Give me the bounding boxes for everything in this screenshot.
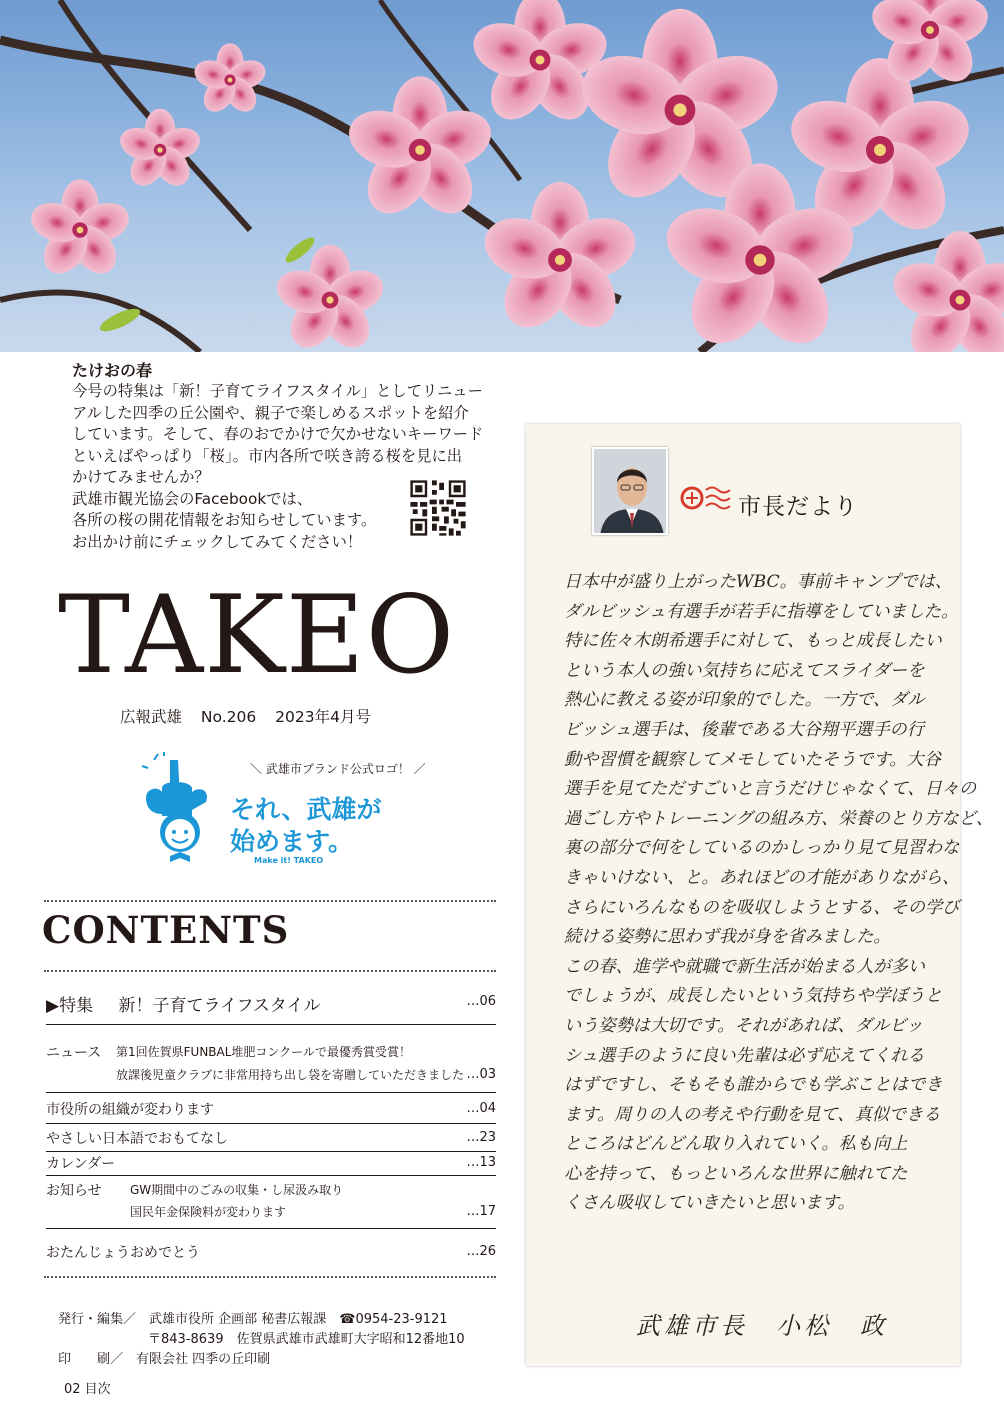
issue-info: 広報武雄 No.206 2023年4月号 bbox=[120, 708, 371, 726]
intro-line: 今号の特集は「新！子育てライフスタイル」としてリニュー bbox=[72, 382, 483, 400]
letter-line: 心を持って、もっといろんな世界に触れてた bbox=[564, 1163, 908, 1184]
brand-slogan-line1: それ、武雄が bbox=[230, 795, 382, 824]
postmark-icon bbox=[676, 478, 732, 524]
toc-feature[interactable] bbox=[46, 991, 496, 1016]
toc-rule bbox=[46, 1228, 496, 1229]
intro-title: たけおの春 bbox=[72, 361, 153, 380]
toc-news-item: 第1回佐賀県FUNBAL堆肥コンクールで最優秀賞受賞！ bbox=[116, 1045, 411, 1059]
intro-line: かけてみませんか？ bbox=[72, 468, 210, 486]
brand-slogan-line2: 始めます。 bbox=[230, 827, 354, 856]
toc-notice[interactable] bbox=[46, 1180, 496, 1224]
toc-news-item: 放課後児童クラブに非常用持ち出し袋を寄贈していただきました bbox=[116, 1068, 465, 1082]
letter-line: くさん吸収していきたいと思います。 bbox=[564, 1193, 855, 1214]
letter-line: さらにいろんなものを吸収しようとする、その学び bbox=[564, 897, 960, 918]
footer-printer: 印 刷／ 有限会社 四季の丘印刷 bbox=[58, 1352, 271, 1367]
toc-notice-item: 国民年金保険料が変わります bbox=[130, 1205, 287, 1219]
cherry-blossom-illustration bbox=[0, 0, 1004, 352]
letter-line: きゃいけない、と。あれほどの才能がありながら、 bbox=[564, 867, 960, 888]
divider bbox=[44, 1276, 496, 1278]
letter-line: シュ選手のように良い先輩は必ず応えてくれる bbox=[564, 1045, 925, 1066]
letter-line: 裏の部分で何をしているのかしっかり見て見習わな bbox=[564, 838, 960, 859]
divider bbox=[44, 900, 496, 902]
brand-tagline: ＼ 武雄市ブランド公式ロゴ！ ／ bbox=[250, 762, 426, 776]
intro-line: お出かけ前にチェックしてみてください！ bbox=[72, 532, 363, 551]
letter-line: 特に佐々木朗希選手に対して、もっと成長したい bbox=[564, 631, 942, 652]
toc-feature-title: 新！子育てライフスタイル bbox=[118, 996, 321, 1016]
toc-row-title: 市役所の組織が変わります bbox=[46, 1102, 214, 1118]
letter-line: 続ける姿勢に思わず我が身を省みました。 bbox=[564, 927, 891, 948]
letter-signature: 武雄市長 小松 政 bbox=[636, 1312, 888, 1340]
toc-rule bbox=[46, 1123, 496, 1124]
letter-line: 熱心に教える姿が印象的でした。一方で、ダル bbox=[564, 690, 925, 711]
letter-line: この春、進学や就職で新生活が始まる人が多い bbox=[564, 956, 925, 977]
intro-line: しています。そして、春のおでかけで欠かせないキーワード bbox=[72, 425, 484, 443]
page-number: 02 目次 bbox=[64, 1382, 111, 1397]
toc-notice-label: お知らせ bbox=[46, 1183, 102, 1199]
intro-line: 武雄市観光協会のFacebookでは、 bbox=[72, 489, 313, 508]
letter-line: ビッシュ選手は、後輩である大谷翔平選手の行 bbox=[564, 719, 924, 740]
toc-row[interactable] bbox=[46, 1128, 496, 1148]
letter-line: という本人の強い気持ちに応えてスライダーを bbox=[564, 660, 925, 681]
toc-page-number: …17 bbox=[466, 1204, 496, 1219]
toc-page-number: …23 bbox=[466, 1130, 496, 1145]
letter-line: 日本中が盛り上がったWBC。事前キャンプでは、 bbox=[564, 572, 953, 592]
letter-body bbox=[564, 568, 994, 1219]
footer-publisher: 発行・編集／ 武雄市役所 企画部 秘書広報課 ☎0954-23-9121 bbox=[58, 1312, 448, 1327]
toc-rule bbox=[46, 1092, 496, 1093]
letter-line: ダルビッシュ有選手が若手に指導をしていました。 bbox=[564, 601, 959, 622]
qr-code-icon[interactable] bbox=[408, 478, 468, 538]
toc-row-title: やさしい日本語でおもてなし bbox=[46, 1131, 228, 1147]
brand-mascot-icon bbox=[140, 752, 230, 864]
letter-title: 市長だより bbox=[738, 494, 858, 520]
letter-line: でしょうが、成長したいという気持ちや学ぼうと bbox=[564, 986, 943, 1007]
mayor-portrait bbox=[592, 447, 668, 535]
toc-page-number: …13 bbox=[466, 1155, 496, 1170]
footer-address: 〒843-8639 佐賀県武雄市武雄町大字昭和12番地10 bbox=[148, 1332, 465, 1347]
toc-notice-item: GW期間中のごみの収集・し尿汲み取り bbox=[130, 1183, 344, 1197]
letter-line: 選手を見てただすごいと言うだけじゃなくて、日々の bbox=[564, 779, 977, 800]
toc-row[interactable] bbox=[46, 1153, 496, 1173]
toc-page-number: …26 bbox=[466, 1244, 496, 1259]
toc-news-label: ニュース bbox=[46, 1045, 102, 1061]
toc-row-title: カレンダー bbox=[46, 1156, 116, 1172]
letter-line: はずですし、そもそも誰からでも学ぶことはでき bbox=[564, 1075, 943, 1096]
toc-page-number: …03 bbox=[466, 1067, 496, 1082]
letter-line: ところはどんどん取り入れていく。私も向上 bbox=[564, 1134, 908, 1155]
toc-row[interactable] bbox=[46, 1099, 496, 1119]
toc-page-number: …06 bbox=[466, 994, 496, 1009]
masthead-title: TAKEO bbox=[58, 573, 456, 698]
toc-rule bbox=[46, 1175, 496, 1176]
toc-rule bbox=[46, 1151, 496, 1152]
toc-rule bbox=[46, 1024, 496, 1025]
divider bbox=[44, 970, 496, 972]
hero-photo bbox=[0, 0, 1004, 352]
intro-line: といえばやっぱり「桜」。市内各所で咲き誇る桜を見に出 bbox=[72, 446, 463, 465]
toc-row[interactable] bbox=[46, 1242, 496, 1262]
toc-news[interactable] bbox=[46, 1042, 496, 1086]
intro-line: アルした四季の丘公園や、親子で楽しめるスポットを紹介 bbox=[72, 403, 469, 422]
brand-subtitle: Make it! TAKEO bbox=[254, 856, 324, 865]
toc-row-title: おたんじょうおめでとう bbox=[46, 1245, 200, 1261]
toc-page-number: …04 bbox=[466, 1101, 496, 1116]
letter-line: 過ごし方やトレーニングの組み方、栄養のとり方など、 bbox=[564, 808, 994, 829]
letter-line: ます。周りの人の考えや行動を見て、真似できる bbox=[564, 1104, 941, 1125]
intro-line: 各所の桜の開花情報をお知らせしています。 bbox=[72, 511, 377, 529]
toc-feature-marker: ▶特集 bbox=[46, 996, 94, 1016]
letter-line: いう姿勢は大切です。それがあれば、ダルビッ bbox=[564, 1015, 923, 1036]
letter-line: 動や習慣を観察してメモしていたそうです。大谷 bbox=[564, 749, 941, 770]
contents-heading: CONTENTS bbox=[42, 908, 290, 952]
